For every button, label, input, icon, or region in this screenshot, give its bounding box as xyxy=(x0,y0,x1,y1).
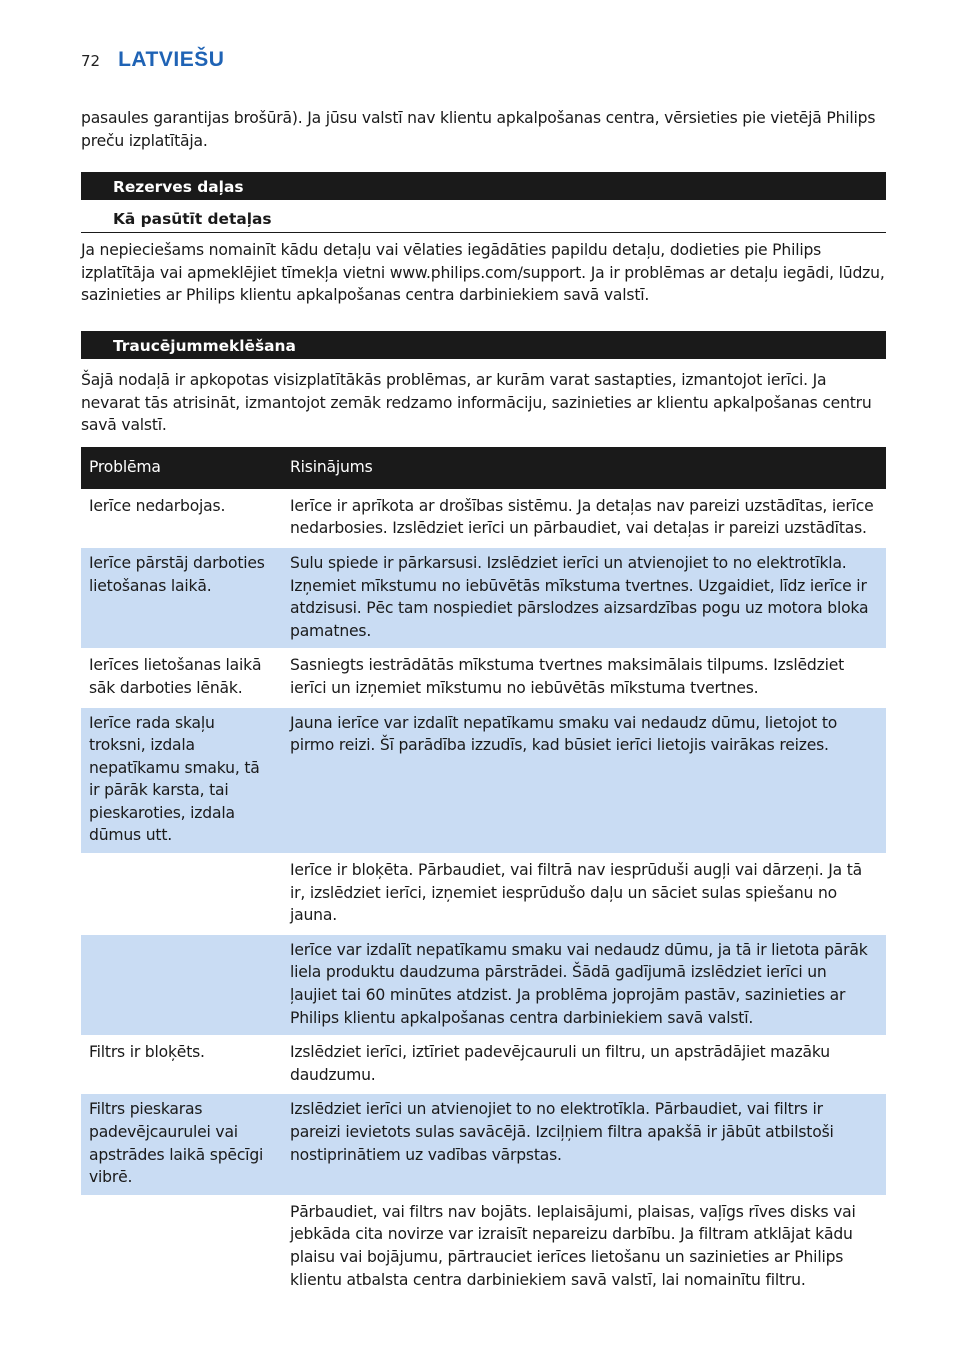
problem-cell: Ierīce rada skaļu troksni, izdala nepatīkamu smaku, tā ir pārāk karsta, tai pieskaroties, izdala dūmus utt. xyxy=(81,706,282,854)
problem-cell: Filtrs ir bloķēts. xyxy=(81,1035,282,1092)
solution-cell: Ierīce ir aprīkota ar drošības sistēmu. Ja detaļas nav pareizi uzstādītas, ierīce nedarbosies. Izslēdziet ierīci un pārbaudiet, vai detaļas ir pareizi uzstādītas. xyxy=(282,489,886,546)
column-header-solution: Risinājums xyxy=(282,447,886,489)
language-title: LATVIEŠU xyxy=(118,48,225,71)
problem-cell: Ierīces lietošanas laikā sāk darboties lēnāk. xyxy=(81,648,282,705)
column-header-problem: Problēma xyxy=(81,447,282,489)
table-header-row xyxy=(81,447,886,489)
table-row xyxy=(81,546,886,648)
solution-cell: Izslēdziet ierīci, iztīriet padevējcauruli un filtru, un apstrādājiet mazāku daudzumu. xyxy=(282,1035,886,1092)
problem-cell xyxy=(81,1195,282,1299)
solution-cell: Sasniegts iestrādātās mīkstuma tvertnes maksimālais tilpums. Izslēdziet ierīci un izņemiet mīkstumu no iebūvētās mīkstuma tvertnes. xyxy=(282,648,886,705)
troubleshooting-table xyxy=(81,447,886,1299)
table-row xyxy=(81,853,886,933)
page-number: 72 xyxy=(81,52,101,70)
page-header xyxy=(81,48,224,72)
solution-cell: Jauna ierīce var izdalīt nepatīkamu smaku vai nedaudz dūmu, lietojot to pirmo reizi. Šī parādība izzudīs, kad būsiet ierīci lietojis vairākas reizes. xyxy=(282,706,886,854)
spare-parts-paragraph: Ja nepieciešams nomainīt kādu detaļu vai vēlaties iegādāties papildu detaļu, dodieties pie Philips izplatītāja vai apmeklējiet tīmekļa vietni www.philips.com/support. Ja ir problēmas ar detaļu iegādi, lūdzu, sazinieties ar Philips klientu apkalpošanas centra darbiniekiem savā valstī. xyxy=(81,241,885,305)
page-content xyxy=(81,107,886,1299)
intro-paragraph: pasaules garantijas brošūrā). Ja jūsu valstī nav klientu apkalpošanas centra, vērsieties pie vietējā Philips preču izplatītāja. xyxy=(81,109,876,150)
subsection-title-order-parts: Kā pasūtīt detaļas xyxy=(81,206,886,233)
table-row xyxy=(81,933,886,1035)
problem-cell: Ierīce pārstāj darboties lietošanas laikā. xyxy=(81,546,282,648)
table-row xyxy=(81,648,886,705)
solution-cell: Pārbaudiet, vai filtrs nav bojāts. Ieplaisājumi, plaisas, vaļīgs rīves disks vai jebkāda cita novirze var izraisīt nepareizu darbību. Ja filtram atklājat kādu plaisu vai bojājumu, pārtrauciet ierīces lietošanu un sazinieties ar Philips klientu atbalsta centra darbiniekiem savā valstī, lai nomainītu filtru. xyxy=(282,1195,886,1299)
table-row xyxy=(81,706,886,854)
table-row xyxy=(81,489,886,546)
table-row xyxy=(81,1195,886,1299)
problem-cell: Ierīce nedarbojas. xyxy=(81,489,282,546)
problem-cell: Filtrs pieskaras padevējcaurulei vai apstrādes laikā spēcīgi vibrē. xyxy=(81,1092,282,1194)
section-title-troubleshooting: Traucējummeklēšana xyxy=(81,331,886,359)
table-row xyxy=(81,1035,886,1092)
solution-cell: Izslēdziet ierīci un atvienojiet to no elektrotīkla. Pārbaudiet, vai filtrs ir pareizi ievietots sulas savācējā. Izciļņiem filtra apakšā ir jābūt atbilstoši nostiprinātiem uz vadības vārpstas. xyxy=(282,1092,886,1194)
solution-cell: Ierīce var izdalīt nepatīkamu smaku vai nedaudz dūmu, ja tā ir lietota pārāk liela produktu daudzuma pārstrādei. Šādā gadījumā izslēdziet ierīci un ļaujiet tai 60 minūtes atdzist. Ja problēma joprojām pastāv, sazinieties ar Philips klientu apkalpošanas centra darbiniekiem savā valstī. xyxy=(282,933,886,1035)
solution-cell: Sulu spiede ir pārkarsusi. Izslēdziet ierīci un atvienojiet to no elektrotīkla. Izņemiet mīkstumu no iebūvētās mīkstuma tvertnes. Uzgaidiet, līdz ierīce ir atdzisusi. Pēc tam nospiediet pārslodzes aizsardzības pogu uz motora bloka pamatnes. xyxy=(282,546,886,648)
section-title-spare-parts: Rezerves daļas xyxy=(81,172,886,200)
problem-cell xyxy=(81,933,282,1035)
table-row xyxy=(81,1092,886,1194)
solution-cell: Ierīce ir bloķēta. Pārbaudiet, vai filtrā nav iesprūduši augļi vai dārzeņi. Ja tā ir, izslēdziet ierīci, izņemiet iesprūdušo daļu un sāciet sulas spiešanu no jauna. xyxy=(282,853,886,933)
problem-cell xyxy=(81,853,282,933)
troubleshooting-paragraph: Šajā nodaļā ir apkopotas visizplatītākās problēmas, ar kurām varat sastapties, izmantojot ierīci. Ja nevarat tās atrisināt, izmantojot zemāk redzamo informāciju, sazinieties ar klientu apkalpošanas centru savā valstī. xyxy=(81,370,872,435)
